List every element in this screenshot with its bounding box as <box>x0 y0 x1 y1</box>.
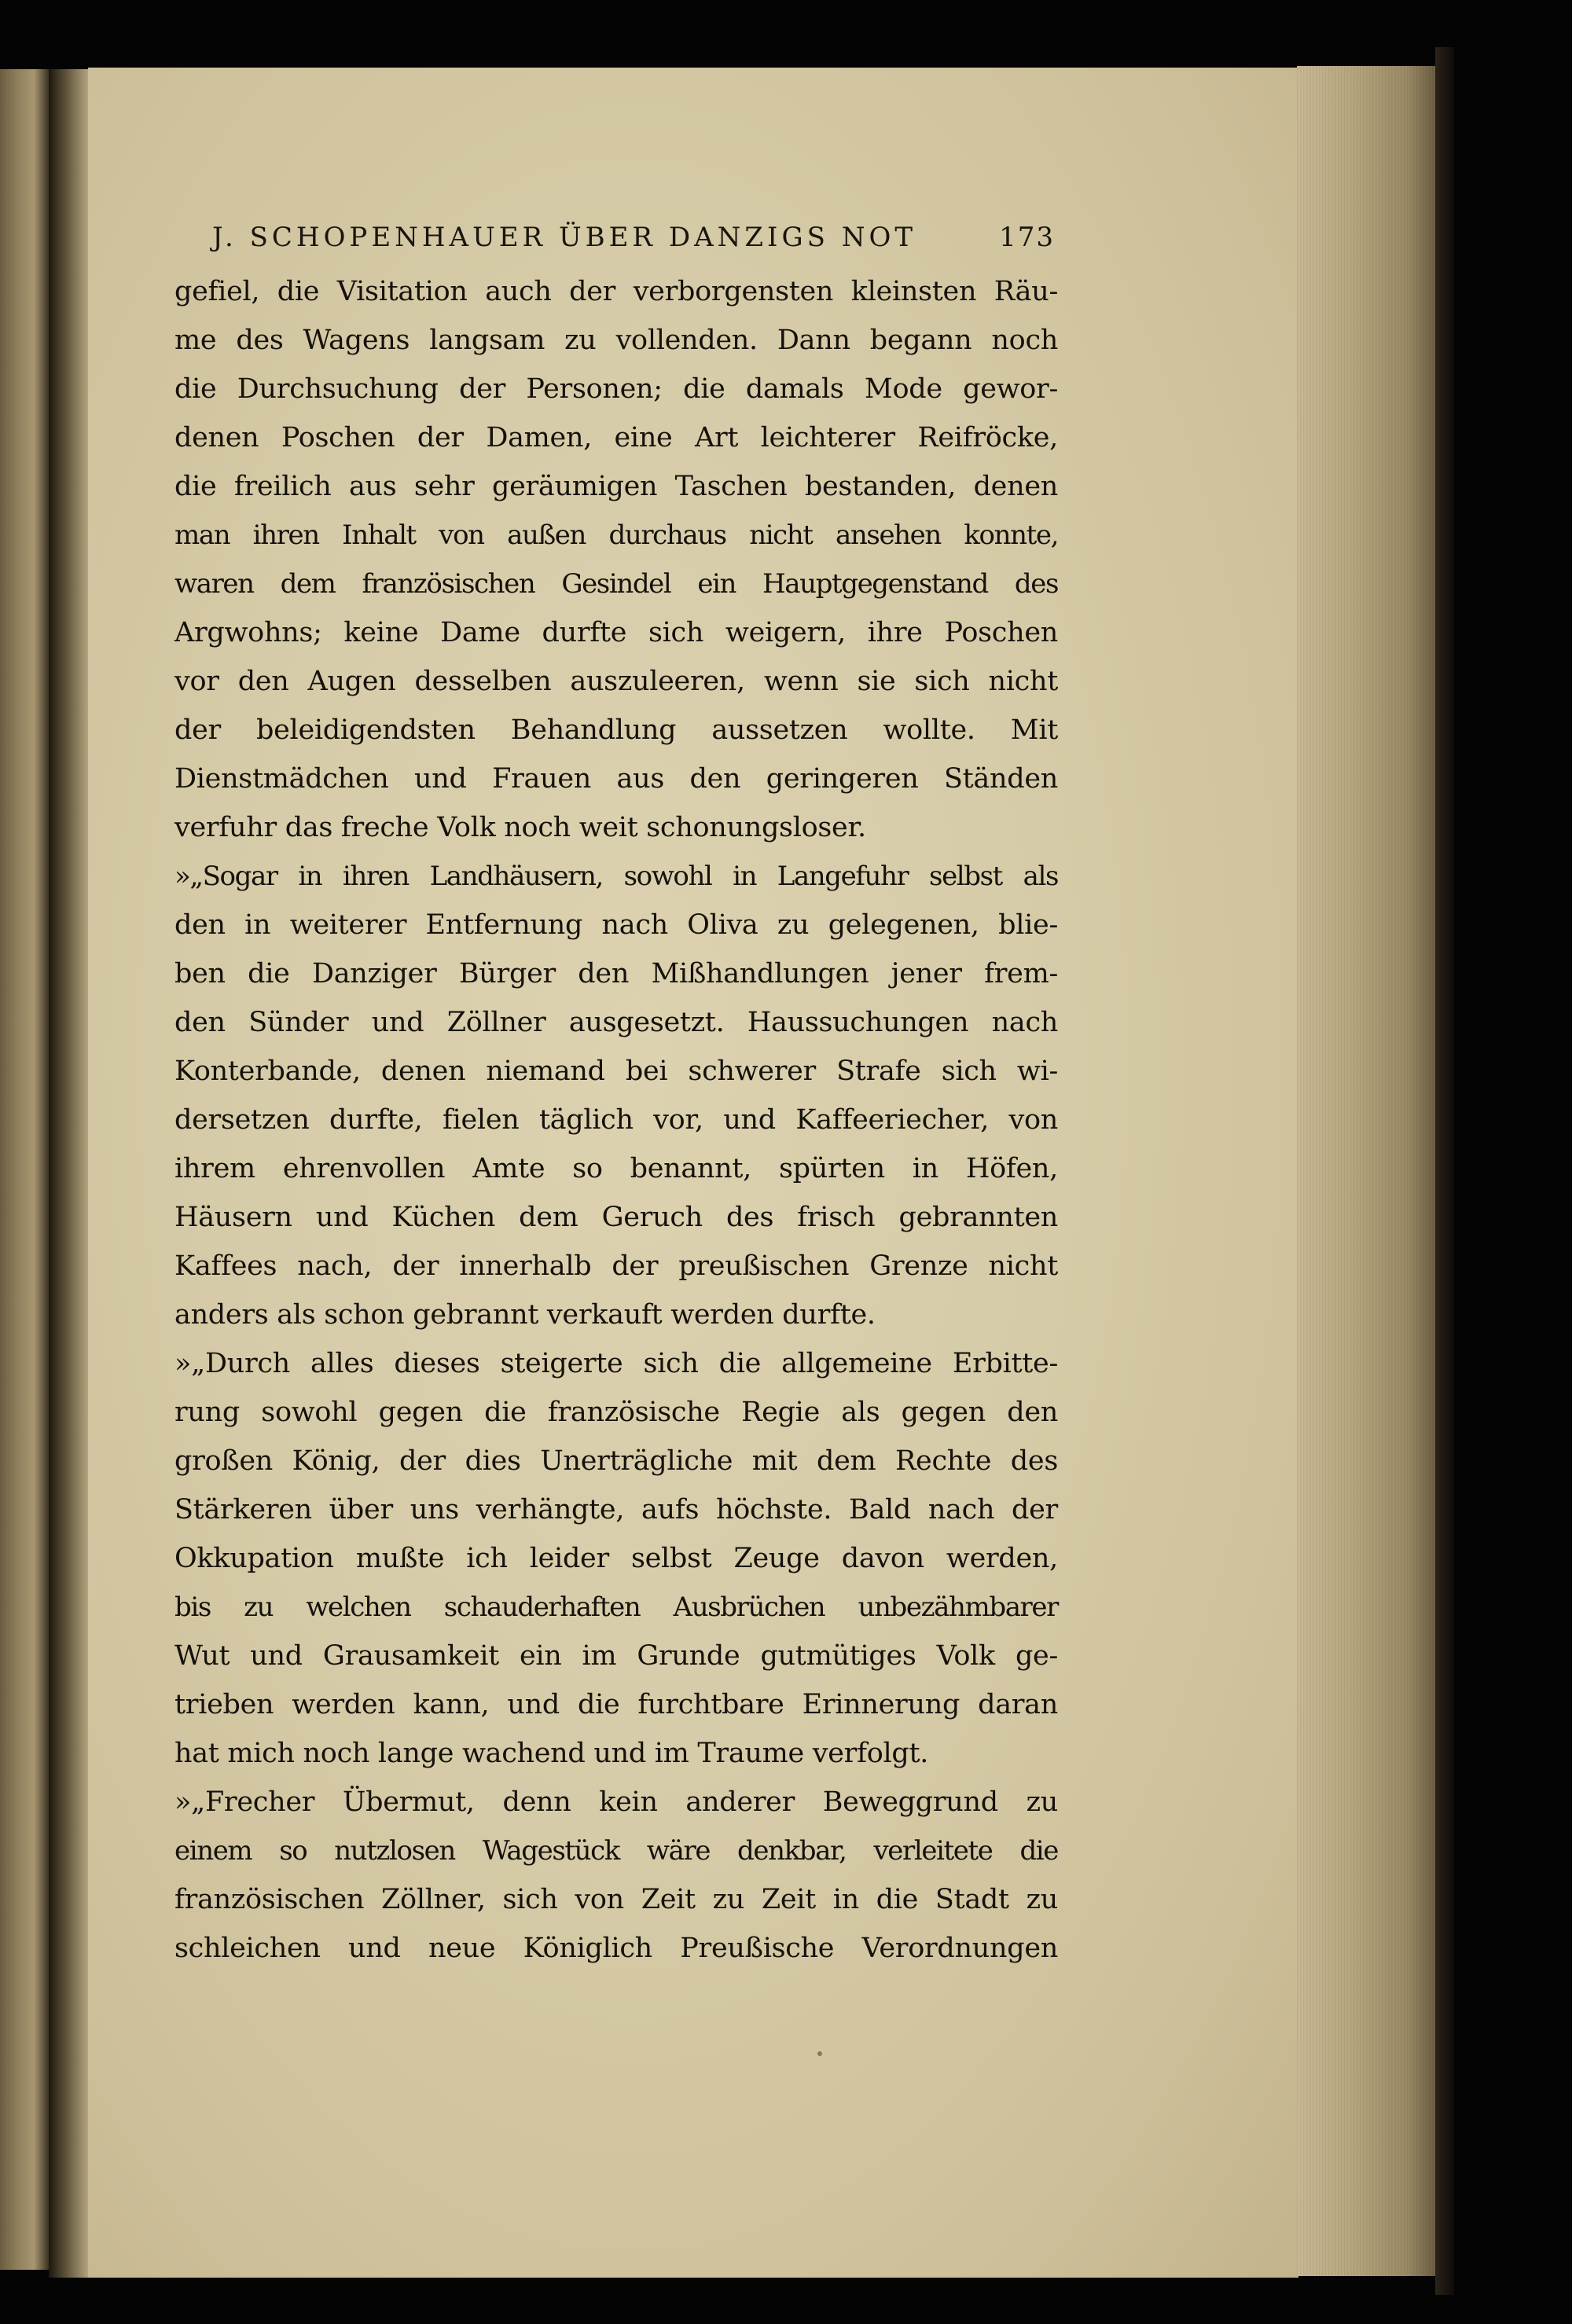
text-line: Stärkeren über uns verhängte, aufs höchste. Bald nach der <box>174 1494 1058 1525</box>
paper-speck <box>817 2051 822 2056</box>
page-number: 173 <box>999 222 1055 253</box>
text-line: »„Durch alles dieses steigerte sich die allgemeine Erbitte- <box>174 1348 1058 1379</box>
text-line: verfuhr das freche Volk noch weit schonungsloser. <box>174 812 866 843</box>
text-line: Dienstmädchen und Frauen aus den geringeren Ständen <box>174 763 1058 795</box>
text-line: man ihren Inhalt von außen durchaus nicht ansehen konnte, <box>174 520 1058 551</box>
text-line: den in weiterer Entfernung nach Oliva zu gelegenen, blie- <box>174 909 1058 941</box>
running-head <box>212 214 1055 261</box>
text-line: einem so nutzlosen Wagestück wäre denkbar, verleitete die <box>174 1835 1058 1867</box>
text-line: Konterbande, denen niemand bei schwerer Strafe sich wi- <box>174 1056 1058 1087</box>
text-line: ihrem ehrenvollen Amte so benannt, spürten in Höfen, <box>174 1153 1058 1184</box>
previous-page-edge <box>0 69 49 2270</box>
text-line: die Durchsuchung der Personen; die damals Mode gewor- <box>174 373 1058 405</box>
body-text <box>174 267 1058 1973</box>
text-line: Wut und Grausamkeit ein im Grunde gutmütiges Volk ge- <box>174 1640 1058 1672</box>
text-line: hat mich noch lange wachend und im Traume verfolgt. <box>174 1738 929 1769</box>
text-line: »„Frecher Übermut, denn kein anderer Beweggrund zu <box>174 1786 1058 1818</box>
text-line: anders als schon gebrannt verkauft werden durfte. <box>174 1299 876 1331</box>
text-line: großen König, der dies Unerträgliche mit dem Rechte des <box>174 1445 1058 1477</box>
text-line: Argwohns; keine Dame durfte sich weigern, ihre Poschen <box>174 617 1058 648</box>
text-line: denen Poschen der Damen, eine Art leichterer Reifröcke, <box>174 422 1058 453</box>
text-line: französischen Zöllner, sich von Zeit zu Zeit in die Stadt zu <box>174 1884 1058 1915</box>
text-line: gefiel, die Visitation auch der verborgensten kleinsten Räu- <box>174 276 1058 307</box>
page-stack-edge <box>1297 66 1435 2276</box>
text-line: vor den Augen desselben auszuleeren, wenn sie sich nicht <box>174 666 1058 697</box>
text-line: trieben werden kann, und die furchtbare Erinnerung daran <box>174 1689 1058 1720</box>
text-line: dersetzen durfte, fielen täglich vor, und Kaffeeriecher, von <box>174 1104 1058 1136</box>
text-line: Kaffees nach, der innerhalb der preußischen Grenze nicht <box>174 1250 1058 1282</box>
text-line: schleichen und neue Königlich Preußische Verordnungen <box>174 1933 1058 1964</box>
text-line: me des Wagens langsam zu vollenden. Dann begann noch <box>174 325 1058 356</box>
running-title: J. SCHOPENHAUER ÜBER DANZIGS NOT <box>212 222 917 253</box>
text-line: ben die Danziger Bürger den Mißhandlungen jener frem- <box>174 958 1058 989</box>
book-gutter <box>49 69 90 2278</box>
book-cover-edge <box>1435 47 1454 2295</box>
text-line: die freilich aus sehr geräumigen Taschen bestanden, denen <box>174 471 1058 502</box>
text-line: den Sünder und Zöllner ausgesetzt. Haussuchungen nach <box>174 1007 1058 1038</box>
text-line: waren dem französischen Gesindel ein Hauptgegenstand des <box>174 568 1058 600</box>
text-line: Häusern und Küchen dem Geruch des frisch gebrannten <box>174 1202 1058 1233</box>
text-line: »„Sogar in ihren Landhäusern, sowohl in Langefuhr selbst als <box>174 861 1058 892</box>
text-line: bis zu welchen schauderhaften Ausbrüchen unbezähmbarer <box>174 1592 1058 1623</box>
text-line: Okkupation mußte ich leider selbst Zeuge davon werden, <box>174 1543 1058 1574</box>
text-line: rung sowohl gegen die französische Regie als gegen den <box>174 1397 1058 1428</box>
text-line: der beleidigendsten Behandlung aussetzen wollte. Mit <box>174 714 1058 746</box>
